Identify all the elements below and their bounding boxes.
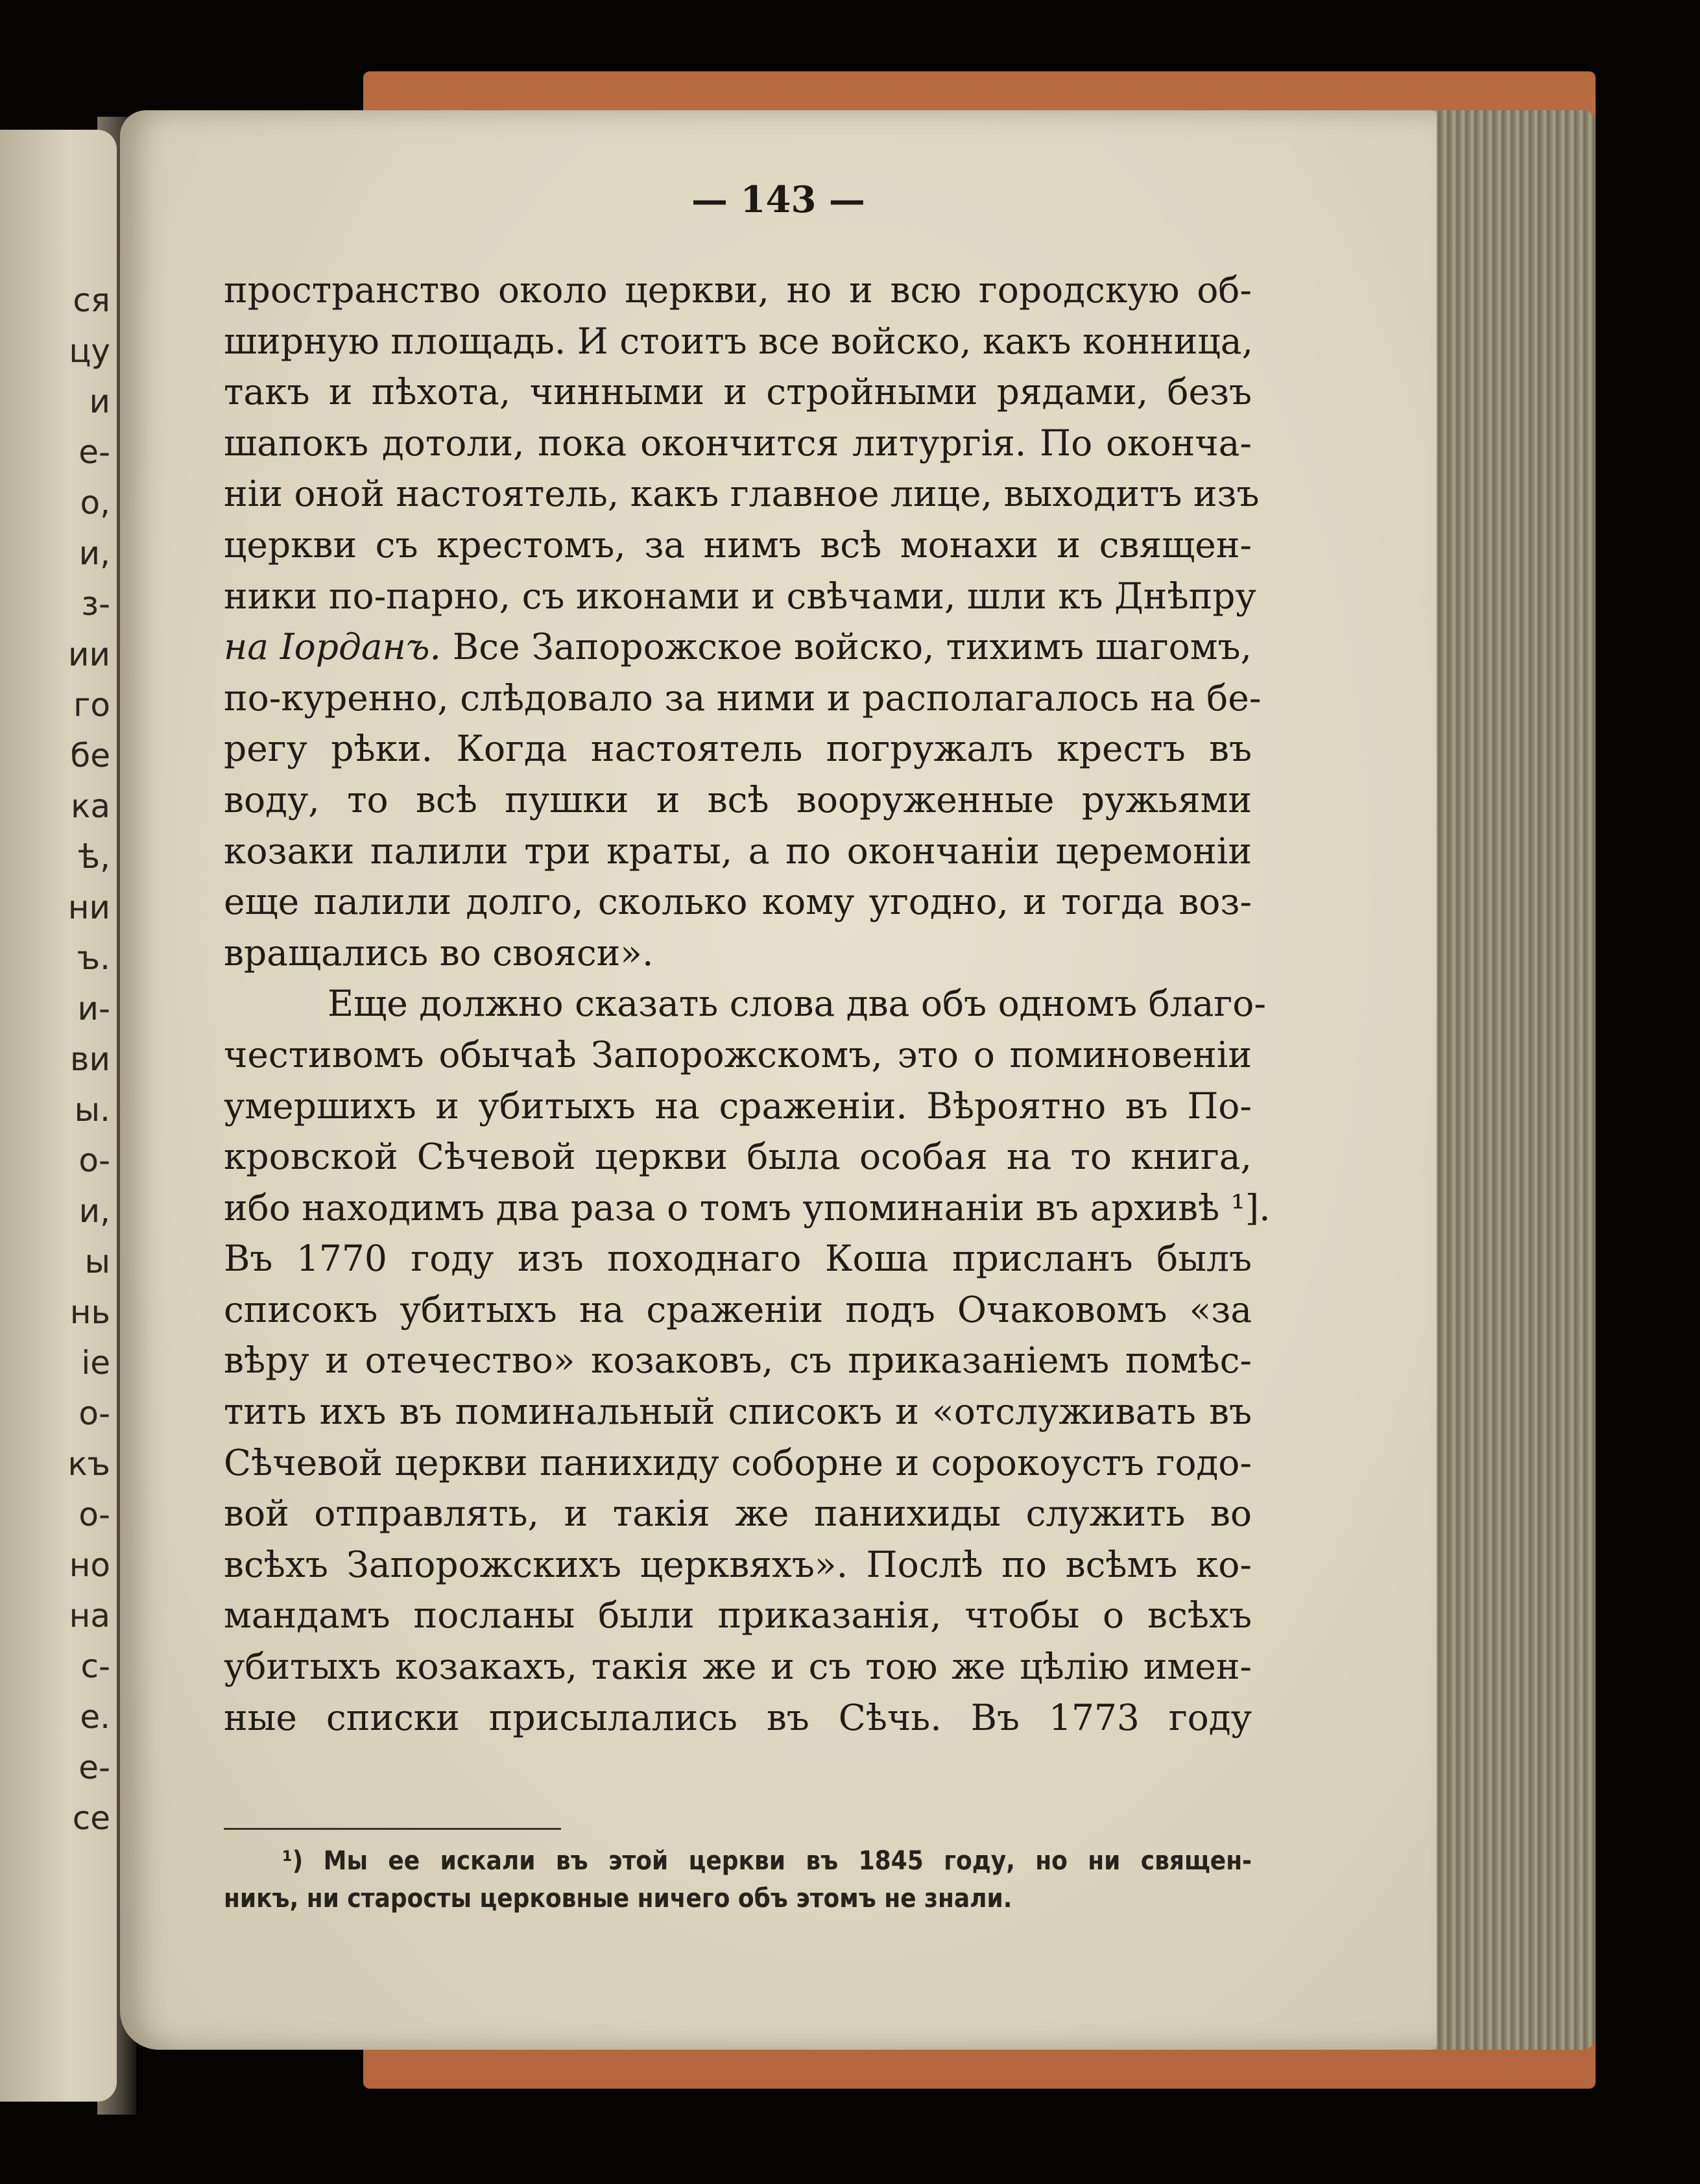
left-page-fragment: о- [78,1142,110,1179]
left-page-fragment: с- [80,1648,110,1685]
text-line: убитыхъ козакахъ, такія же и съ тою же цѣлію имен- [224,1646,1252,1688]
footnote-line: никъ, ни старосты церковные ничего объ этомъ не знали. [224,1884,1012,1914]
text-line: такъ и пѣхота, чинными и стройными рядами, безъ [224,371,1252,413]
left-page-fragment: нь [69,1293,110,1331]
left-page-fragment: цу [69,332,110,370]
left-page-fragment: з- [81,585,110,623]
body-text [224,265,1271,1743]
text-line: регу рѣки. Когда настоятель погружалъ крестъ въ [224,728,1252,770]
page-stack-edge [1420,110,1596,2050]
text-line: вой отправлять, и такія же панихиды служить во [224,1493,1252,1535]
left-page-fragment: къ [67,1445,110,1483]
left-page-fragment: и, [78,1192,110,1230]
left-page-fragment: ка [71,787,110,825]
left-page-fragment: ъ. [77,939,110,977]
left-page-fragment: ви [70,1040,110,1078]
text-line: честивомъ обычаѣ Запорожскомъ, это о поминовеніи [224,1033,1252,1075]
left-page-fragment: се [72,1799,110,1837]
text-line: мандамъ посланы были приказанія, чтобы о всѣхъ [224,1594,1252,1637]
text-line: по-куренно, слѣдовало за ними и располагалось на бе- [224,677,1262,719]
text-line: ибо находимъ два раза о томъ упоминаніи въ архивѣ ¹]. [224,1186,1271,1229]
left-page-fragment: іе [81,1344,110,1382]
footnote-rule [224,1828,561,1830]
left-page-fragment: и, [78,534,110,572]
page-number: — 143 — [691,178,865,221]
left-page-fragment: ни [67,889,110,926]
left-page-fragment: и- [77,990,110,1027]
left-page-fragment: бе [70,737,110,774]
left-page-fragment: го [73,686,110,724]
left-page-fragment: о- [78,1496,110,1533]
text-line: ники по-парно, съ иконами и свѣчами, шли къ Днѣпру [224,575,1256,617]
left-page-fragment: но [69,1546,110,1584]
text-line [224,621,1252,673]
text-line: воду, то всѣ пушки и всѣ вооруженные ружьями [224,778,1252,821]
left-page [0,130,117,2102]
text-line: церкви съ крестомъ, за нимъ всѣ монахи и священ- [224,523,1252,566]
text-line: вѣру и отечество» козаковъ, съ приказаніемъ помѣс- [224,1339,1252,1382]
text-line: козаки палили три краты, а по окончаніи церемоніи [224,830,1252,872]
left-page-fragment: на [69,1597,110,1635]
text-line: тить ихъ въ поминальный списокъ и «отслуживать въ [224,1391,1252,1433]
left-page-fragment: ы. [74,1091,110,1129]
text-line: кровской Сѣчевой церкви была особая на то книга, [224,1136,1252,1178]
left-page-fragment: ся [73,282,110,319]
left-page-fragment: е- [78,433,110,471]
text-line: ніи оной настоятель, какъ главное лице, выходитъ изъ [224,473,1260,515]
italic-phrase: на Іорданъ. [224,626,441,668]
text-line: пространство около церкви, но и всю городскую об- [224,269,1252,311]
text-line: Еще должно сказать слова два объ одномъ благо- [328,983,1266,1025]
left-page-fragment: ы [84,1243,110,1280]
text-line: еще палили долго, сколько кому угодно, и тогда воз- [224,881,1252,923]
left-page-fragment: и [89,383,110,420]
text-line: всѣхъ Запорожскихъ церквяхъ». Послѣ по всѣмъ ко- [224,1543,1252,1585]
footnote [224,1842,1252,1917]
text-line: умершихъ и убитыхъ на сраженіи. Вѣроятно въ По- [224,1085,1252,1127]
left-page-fragment: е- [78,1749,110,1786]
left-page-fragment: о- [78,1395,110,1432]
left-page-fragment: ѣ, [78,838,110,876]
left-page-fragment: ии [68,636,110,673]
text-line: Въ 1770 году изъ походнаго Коша присланъ былъ [224,1238,1252,1280]
footnote-line: ¹) Мы ее искали въ этой церкви въ 1845 году, но ни священ- [282,1846,1252,1876]
text-line: шапокъ дотоли, пока окончится литургія. По оконча- [224,422,1252,464]
text-line: ные списки присылались въ Сѣчь. Въ 1773 году [224,1696,1252,1738]
left-page-fragment: о, [80,484,110,522]
left-page-fragment: е. [80,1698,110,1736]
text-line-rest: Все Запорожское войско, тихимъ шагомъ, [452,626,1252,668]
text-line: ширную площадь. И стоитъ все войско, какъ конница, [224,320,1254,362]
text-line: списокъ убитыхъ на сраженіи подъ Очаковомъ «за [224,1288,1252,1330]
text-line: вращались во свояси». [224,931,654,974]
text-line: Сѣчевой церкви панихиду соборне и сорокоустъ годо- [224,1441,1252,1483]
